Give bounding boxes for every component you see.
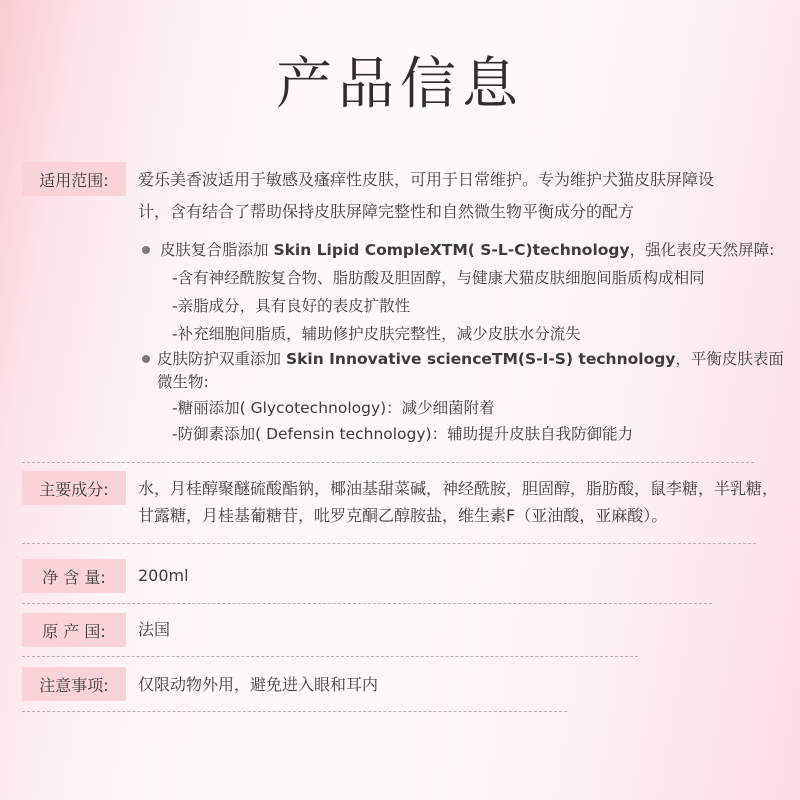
bullet-2-sub-1: -糖丽添加( Glycotechnology)：减少细菌附着 bbox=[172, 399, 495, 417]
bullet-1-sub-3: -补充细胞间脂质，辅助修护皮肤完整性，减少皮肤水分流失 bbox=[172, 325, 581, 343]
origin-value: 法国 bbox=[138, 620, 171, 639]
notes-label: 注意事项: bbox=[22, 667, 126, 701]
net-content-value: 200ml bbox=[138, 566, 189, 585]
bullet-2-suffix: ，平衡皮肤表面 bbox=[675, 350, 784, 368]
ingredients-line-2: 甘露糖，月桂基葡糖苷，吡罗克酮乙醇胺盐，维生素F（亚油酸，亚麻酸）。 bbox=[138, 506, 668, 525]
bullet-1-technology: Skin Lipid CompleXTM( S-L-C)technology bbox=[273, 241, 630, 259]
bullet-dot-icon bbox=[142, 355, 150, 363]
origin-label: 原 产 国: bbox=[22, 613, 126, 647]
section-divider bbox=[22, 603, 712, 604]
bullet-dot-icon bbox=[142, 246, 150, 254]
section-divider bbox=[22, 462, 754, 463]
section-divider bbox=[22, 711, 567, 712]
usage-line-2: 计，含有结合了帮助保持皮肤屏障完整性和自然微生物平衡成分的配方 bbox=[138, 202, 635, 221]
usage-line-1: 爱乐美香波适用于敏感及瘙痒性皮肤，可用于日常维护。专为维护犬猫皮肤屏障设 bbox=[138, 170, 715, 189]
notes-value: 仅限动物外用，避免进入眼和耳内 bbox=[138, 675, 379, 694]
bullet-2-continuation: 微生物: bbox=[157, 373, 209, 391]
bullet-1-sub-1: -含有神经酰胺复合物、脂肪酸及胆固醇，与健康犬猫皮肤细胞间脂质构成相同 bbox=[172, 269, 705, 287]
bullet-skin-lipid bbox=[142, 238, 774, 262]
bullet-1-sub-2: -亲脂成分，具有良好的表皮扩散性 bbox=[172, 297, 411, 315]
net-content-label: 净 含 量: bbox=[22, 559, 126, 593]
bullet-2-sub-2: -防御素添加( Defensin technology)：辅助提升皮肤自我防御能力 bbox=[172, 425, 634, 443]
usage-label: 适用范围: bbox=[22, 162, 126, 196]
ingredients-line-1: 水，月桂醇聚醚硫酸酯钠，椰油基甜菜碱，神经酰胺，胆固醇，脂肪酸，鼠李糖，半乳糖， bbox=[138, 479, 779, 498]
bullet-2-prefix: 皮肤防护双重添加 bbox=[157, 350, 286, 368]
bullet-1-suffix: ，强化表皮天然屏障: bbox=[629, 241, 775, 259]
bullet-1-prefix: 皮肤复合脂添加 bbox=[160, 241, 274, 259]
ingredients-label: 主要成分: bbox=[22, 471, 126, 505]
bullet-skin-innovative bbox=[142, 347, 784, 371]
page-title: 产品信息 bbox=[276, 52, 524, 117]
section-divider bbox=[22, 656, 638, 657]
section-divider bbox=[22, 543, 756, 544]
bullet-2-technology: Skin Innovative scienceTM(S-I-S) technology bbox=[285, 350, 676, 368]
